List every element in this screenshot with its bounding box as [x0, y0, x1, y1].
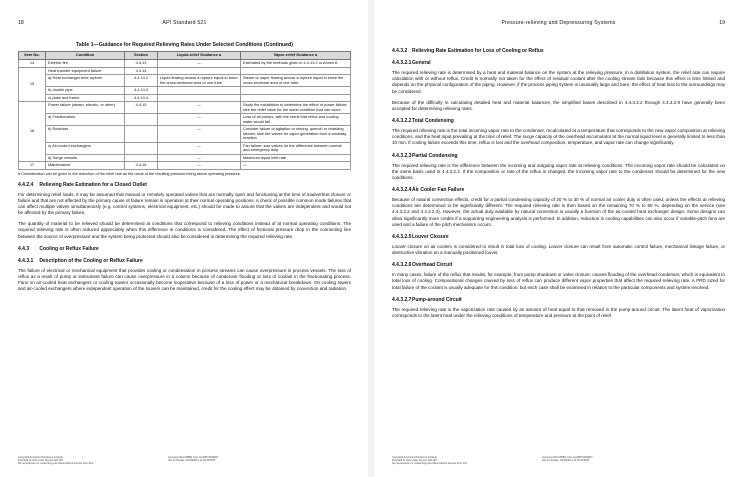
cell-liquid: — [158, 114, 241, 126]
running-title: API Standard 521 [162, 20, 207, 26]
cell-liquid [158, 94, 241, 101]
table-row [19, 87, 351, 94]
body-paragraph: The required relieving rate is the vaporization rate caused by an amount of heat equal to that removed in the pump-around circuit. The latent heat of vaporization corresponds to the latent heat under the relieving conditions of temperature and pressure at the point of relief. [392, 306, 725, 318]
cell-condition: a) Heat exchanger tube rupture [46, 75, 125, 87]
cell-condition: Heat transfer equipment failure [46, 67, 125, 74]
cell-condition: b) double pipe [46, 87, 125, 94]
cell-condition: Maintenance [46, 162, 125, 169]
section-number: 4.4.3.2.1 [392, 60, 412, 66]
page-header [392, 20, 725, 30]
right-content [392, 42, 725, 324]
page-number: 18 [18, 20, 24, 26]
cell-section [125, 154, 158, 161]
footer-line: Copyright American Petroleum Institute [18, 456, 63, 459]
cell-section [125, 114, 158, 126]
footer-line: Licensee=Fluor/8881 Univ-proj/5572269007 [542, 456, 593, 459]
cell-vapor: Steam or vapor flowing across a rupture equal to twice the cross-sectional area of one tube [241, 75, 351, 87]
footer-line: Copyright American Petroleum Institute [392, 456, 437, 459]
section-title: Pump-around Circuit [412, 296, 462, 303]
footer-license [542, 456, 672, 462]
page-footer [18, 456, 351, 468]
section-number: 4.4.3.2.2 [392, 118, 412, 125]
section-title: Overhead Circuit [412, 262, 453, 269]
cell-condition: c) Air-cooled exchangers [46, 142, 125, 154]
body-paragraph: The quantity of material to be relieved should be determined at conditions that correspond to relieving conditions instead of at normal operating conditions. The required relieving rate is often reduced appreciably when this difference in conditions is considered. The effect of frictional pressure drop in the connecting line between the source of overpressure and the system being protected should also be considered in determining the required relieving rate. [18, 221, 351, 239]
section-title: Partial Condensing [412, 152, 458, 159]
cell-section: 4.4.14.2 [125, 75, 158, 87]
section-title: Cooling or Reflux Failure [39, 245, 99, 252]
page-number: 19 [719, 20, 725, 26]
cell-liquid: — [158, 102, 241, 114]
column-header-liquid: Liquid-relief Guidance a [158, 52, 241, 60]
table-header-row [19, 52, 351, 60]
section-heading [18, 182, 351, 188]
body-paragraph: The required relieving rate is the difference between the incoming and outgoing vapor rate at relieving conditions. The incoming vapor rate should be calculated on the same basis used in 4.4.3.2.2. If the composition or rate of the reflux is changed, the incoming vapor rate to the condenser should be determined for the new conditions. [392, 162, 725, 180]
cell-vapor: Maximum liquid inlet rate [241, 154, 351, 161]
section-heading [18, 246, 351, 252]
section-number: 4.4.3.2.3 [392, 152, 412, 159]
footer-line: Provided by IHS under license with API [18, 459, 63, 463]
cell-section: 4.4.14.4 [125, 94, 158, 101]
body-paragraph: For determining relief loads, it may be assumed that manual or remotely operated valves that are normally open and functioning at the time of inadvertent closure or failure and that are not affected by the primary cause of failure remain in operation at their normal operating positions. A check of possible common mode failures that can affect multiple valves simultaneously (e.g. control systems, electrical equipment, etc.) should be made to assure that the valves are independent and would not be affected by the primary failure. [18, 191, 351, 216]
section-title: Relieving Rate Estimation for a Closed Outlet [39, 181, 147, 188]
section-title: Air Cooler Fan Failure [412, 187, 465, 194]
section-heading [392, 297, 725, 303]
section-title: Relieving Rate Estimation for Loss of Cooling or Reflux [412, 48, 544, 54]
cell-section: 4.4.14 [125, 67, 158, 74]
section-title: Louver Closure [412, 233, 449, 240]
table-row [19, 162, 351, 169]
section-title: Total Condensing [412, 118, 454, 125]
footer-line: Licensee=Fluor/8881 Univ-proj/5572269007 [168, 456, 219, 459]
cell-vapor: — [241, 162, 351, 169]
section-number: 4.4.3.2 [392, 48, 408, 54]
section-heading [18, 258, 351, 264]
cell-item: 14 [19, 60, 46, 67]
cell-condition: c) plate and frame [46, 94, 125, 101]
section-heading [392, 153, 725, 159]
table-row [19, 60, 351, 67]
body-paragraph: The required relieving rate is determined by a heat and material balance on the system at the relieving pressure. In a distillation system, the relief rate can require calculation with or without reflux. Credit is normally not taken for the effect of residual coolant after the cooling stream fails because this effect is time limited and depends on the physical configuration of the piping. However, if the process piping system is unusually large and bare, the effect of heat loss to the surroundings may be considered. [392, 70, 725, 94]
column-header-item: Item No. [19, 52, 46, 60]
cell-item: 15 [19, 67, 46, 101]
column-header-condition: Condition [46, 52, 125, 60]
footer-line: Not for Resale, 02/15/2011 11:46:18 MST [168, 459, 216, 463]
section-number: 4.4.2.4 [18, 181, 34, 188]
section-number: 4.4.3.2.5 [392, 233, 412, 240]
footer-line: Provided by IHS under license with API [392, 459, 437, 463]
cell-section: 4.4.16 [125, 162, 158, 169]
right-page [382, 8, 735, 474]
section-number: 4.4.3.1 [18, 257, 34, 264]
column-header-section: Section [125, 52, 158, 60]
table-row [19, 67, 351, 74]
page-header [18, 20, 351, 30]
footer-line: No reproduction or networking permitted without license from IHS [392, 462, 467, 466]
footer-copyright [18, 456, 138, 466]
section-heading [392, 48, 725, 54]
cell-liquid [158, 87, 241, 94]
footer-line: Not for Resale, 02/15/2011 11:46:18 MST [542, 459, 590, 463]
section-number: 4.4.3.2.4 [392, 187, 412, 194]
cell-liquid: Liquid flowing across a rupture equal to twice the cross-sectional area of one tube [158, 75, 241, 87]
running-title: Pressure-relieving and Depressuring Systems [501, 20, 616, 26]
section-title: General [412, 60, 431, 66]
cell-section: 4.4.13 [125, 60, 158, 67]
cell-vapor: Fan failure; size valves for the difference between normal and emergency duty [241, 142, 351, 154]
section-title: Description of the Cooling or Reflux Failure [39, 257, 143, 264]
cell-condition: a) Fractionators [46, 114, 125, 126]
body-paragraph: Because of natural convection effects, credit for a partial condensing capacity of 20 % to 30 % of normal air cooler duty is often used, unless the effects at relieving conditions are determined to be significantly different. The required relieving rate is then based on the remaining 70 % to 80 %, depending on the service (see 4.4.3.2.2 and 4.4.3.2.3). However, the actual duty available by natural convection is usually a function of the air-cooled heat exchanger design. Some designs can allow significantly more credits if a supporting engineering analysis is performed. In addition, reduction in cooling capabilities can also occur if variable-pitch fans are used and a failure of the pitch mechanism occurs. [392, 197, 725, 227]
table-footnote: a Consideration can be given to the reduction of the relief rate as the result of the resulting pressure being above operating pressure. [18, 171, 241, 176]
left-content [18, 42, 351, 297]
left-page [8, 8, 361, 474]
cell-condition: Power failure (steam, electric, or other) [46, 102, 125, 114]
section-heading [392, 187, 725, 193]
body-paragraph: Because of the difficulty in calculating detailed heat and material balances, the simplified bases described in 4.4.3.2.2 through 4.4.3.2.9 have generally been accepted for determining relieving rates. [392, 99, 725, 111]
cell-liquid: — [158, 142, 241, 154]
section-number: 4.4.3.2.7 [392, 296, 412, 303]
guidance-table [18, 51, 351, 170]
cell-liquid: — [158, 60, 241, 67]
table-row [19, 102, 351, 114]
section-number: 4.4.3.2.6 [392, 262, 412, 269]
body-paragraph: In many cases, failure of the reflux that results, for example, from pump shutdown or valve closure, causes flooding of the overhead condenser, which is equivalent to total loss of cooling. Compositional changes caused by loss of reflux can produce different vapor properties that affect the required relieving rate. A PRD sized for total failure of the coolant is usually adequate for this condition, but each case shall be examined in relation to the particular components and system involved. [392, 272, 725, 290]
table-row [19, 94, 351, 101]
footer-copyright [392, 456, 512, 466]
cell-liquid [158, 67, 241, 74]
page-gutter [368, 0, 374, 477]
cell-liquid: — [158, 162, 241, 169]
cell-condition: d) Surge vessels [46, 154, 125, 161]
body-paragraph: The required relieving rate is the total incoming vapor rate to the condenser, recalculated at a temperature that corresponds to the new vapor composition at relieving conditions, and the heat input prevailing at the time of relief. The surge capacity of the overhead accumulator at the normal liquid level is generally limited to less than 10 min. If cooling failure exceeds this time, reflux is lost and the overhead composition, temperature, and vapor rate can change significantly. [392, 128, 725, 146]
cell-item: 16 [19, 102, 46, 162]
cell-condition: Exterior fire [46, 60, 125, 67]
cell-section [125, 126, 158, 142]
column-header-vapor: Vapor-relief Guidance a [241, 52, 351, 60]
section-number: 4.4.3 [18, 245, 30, 252]
cell-vapor [241, 67, 351, 74]
table-row [19, 114, 351, 126]
cell-vapor: Loss of all pumps, with the result that reflux and cooling water would fail [241, 114, 351, 126]
cell-liquid: — [158, 154, 241, 161]
cell-item: 17 [19, 162, 46, 169]
table-row [19, 75, 351, 87]
cell-section [125, 142, 158, 154]
cell-vapor [241, 94, 351, 101]
section-heading [392, 262, 725, 268]
footer-line: No reproduction or networking permitted without license from IHS [18, 462, 93, 466]
cell-vapor [241, 87, 351, 94]
footer-license [168, 456, 298, 462]
cell-vapor: Study the installation to determine the effect of power failure; size the relief valve for the worst condition that can occur [241, 102, 351, 114]
table-row [19, 154, 351, 161]
cell-section: 4.4.14.3 [125, 87, 158, 94]
body-paragraph: The failure of electrical or mechanical equipment that provides cooling or condensation in process streams can cause overpressure in process vessels. The loss of reflux as a result of pump or instrument failure can cause overpressure in a column because of condenser flooding or loss of coolant in the fractionating process. Fans on air-cooled heat exchangers or cooling towers occasionally become inoperative because of a loss of power or a mechanical breakdown. On cooling towers and air-cooled exchangers where independent operation of the louvers can be maintained, credit for the cooling effect may be obtained by convection and radiation. [18, 267, 351, 292]
table-row [19, 142, 351, 154]
table-title: Table 1—Guidance for Required Relieving Rates Under Selected Conditions (Continued) [76, 42, 293, 48]
table-row [19, 126, 351, 142]
cell-vapor: Consider failure of agitation or stirring, quench or retarding stream; size the valves for vapor generation from a runaway reaction [241, 126, 351, 142]
cell-section: 4.4.15 [125, 102, 158, 114]
section-heading [392, 118, 725, 124]
cell-condition: b) Reactors [46, 126, 125, 142]
page-footer [392, 456, 725, 468]
section-heading [392, 60, 725, 66]
body-paragraph: Louver closure on air coolers is considered to result in total loss of cooling. Louver closure can result from automatic control failure, mechanical linkage failure, or destructive vibration on a manually positioned louver. [392, 243, 725, 256]
cell-vapor: Estimated by the methods given in 4.4.13.2 or Annex A [241, 60, 351, 67]
section-heading [392, 234, 725, 240]
cell-liquid: — [158, 126, 241, 142]
